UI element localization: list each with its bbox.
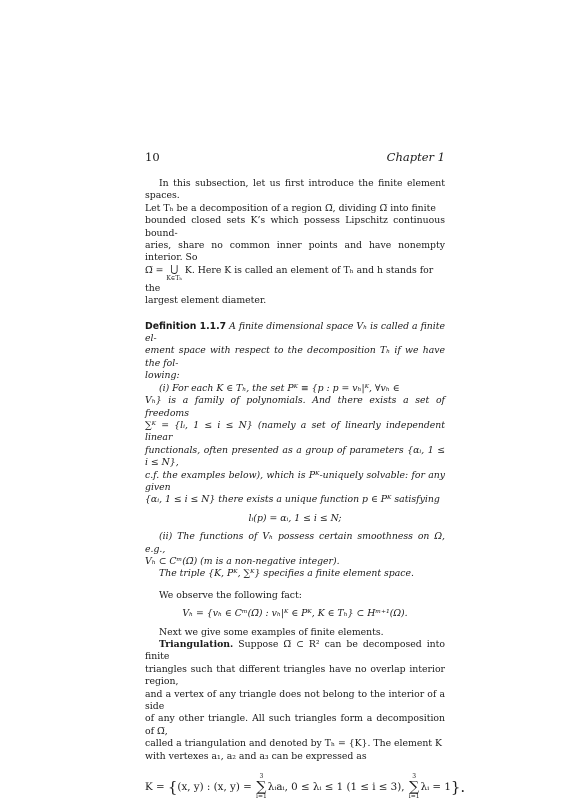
triangulation-text: Suppose Ω̅ ⊂ R² can be decomposed into finite (145, 639, 445, 663)
triangulation-line (145, 639, 445, 664)
intro-line: aries, share no common inner points and have nonempty interior. So (145, 240, 445, 264)
eq-part: λᵢaᵢ, 0 ≤ λᵢ ≤ 1 (1 ≤ i ≤ 3), (267, 781, 408, 794)
definition-equation: lᵢ(p) = αᵢ, 1 ≤ i ≤ N; (248, 512, 342, 524)
definition-line (145, 321, 445, 346)
union-subscript: K∈Tₕ (166, 274, 182, 282)
sum-lower: i=1 (408, 793, 420, 801)
triangulation-paragraph (145, 639, 445, 763)
eq-part: (x, y) : (x, y) = (177, 781, 256, 794)
triangulation-line: of any other triangle. All such triangles form a decomposition of Ω̅, (145, 713, 445, 737)
sum-lower: i=1 (256, 793, 267, 801)
triangulation-line: with vertexes a₁, a₂ and a₃ can be expressed as (145, 750, 367, 762)
definition-line: lowing: (145, 370, 180, 382)
page-header (145, 150, 445, 164)
definition-heading: Definition 1.1.7 (145, 320, 227, 332)
close-brace: }. (450, 777, 466, 796)
page-number: 10 (145, 150, 160, 164)
definition-item: Vₕ ⊂ Cᵐ(Ω̅) (m is a non-negative integer). (145, 555, 340, 567)
intro-line: Let Tₕ be a decomposition of a region Ω̅, dividing Ω̅ into finite (145, 202, 436, 214)
triangulation-line: and a vertex of any triangle does not belong to the interior of a side (145, 688, 445, 713)
definition-item: (ii) The functions of Vₕ possess certain smoothness on Ω, e.g., (145, 531, 445, 555)
intro-line: In this subsection, let us first introduce the finite element spaces. (145, 178, 445, 202)
union-operator (166, 265, 182, 283)
definition-item: ∑ᴷ = {lᵢ, 1 ≤ i ≤ N} (namely a set of linearly independent linear (145, 419, 445, 444)
observe-text: We observe the following fact: (159, 589, 302, 601)
intro-line (145, 265, 445, 295)
eq-lhs: K = (145, 781, 168, 794)
open-brace: { (167, 777, 178, 796)
sum-symbol: ∑ (256, 779, 267, 796)
observe-equation: Vₕ = {vₕ ∈ Cᵐ(Ω̅) : vₕ|ᴷ ∈ Pᴷ, K ∈ Tₕ} ⊂ Hᵐ⁺¹(Ω). (182, 608, 408, 620)
intro-paragraph (145, 178, 445, 308)
union-symbol: ⋃ (170, 263, 178, 275)
definition-item: {αᵢ, 1 ≤ i ≤ N} there exists a unique function p ∈ Pᴷ satisfying (145, 494, 440, 506)
sum-operator (256, 773, 267, 801)
definition-item: (i) For each K ∈ Tₕ, the set Pᴷ ≡ {p : p = vₕ|ᴷ, ∀vₕ ∈ (159, 382, 400, 394)
page-body (145, 178, 466, 801)
intro-line: largest element diameter. (145, 295, 267, 307)
sum-operator (409, 773, 420, 801)
intro-eq-lhs: Ω̅ = (145, 264, 167, 276)
definition-item: The triple {K, Pᴷ, ∑ᴷ} specifies a finite element space. (159, 568, 414, 580)
definition-item: c.f. the examples below), which is Pᴷ-uniquely solvable: for any given (145, 469, 445, 493)
chapter-title: Chapter 1 (386, 150, 445, 164)
sum-symbol: ∑ (409, 779, 420, 796)
definition-item: Vₕ} is a family of polynomials. And there exists a set of freedoms (145, 395, 445, 419)
sum-upper: 3 (412, 773, 417, 781)
triangulation-line: called a triangulation and denoted by Tₕ = {K}. The element K (145, 738, 442, 750)
element-equation (145, 773, 466, 801)
intro-line-tail: K. Here K is called an element of Tₕ and h stands for the (145, 264, 434, 294)
triangulation-heading: Triangulation. (159, 639, 234, 650)
definition-block (145, 321, 445, 581)
definition-line: ement space with respect to the decomposition Tₕ if we have the fol- (145, 345, 445, 369)
examples-text: Next we give some examples of finite elements. (159, 626, 384, 638)
definition-item: functionals, often presented as a group of parameters {αᵢ, 1 ≤ i ≤ N}, (145, 444, 445, 469)
triangulation-line: triangles such that different triangles have no overlap interior region, (145, 663, 445, 688)
eq-part: λᵢ = 1 (420, 781, 451, 794)
definition-text: A finite dimensional space Vₕ is called a finite el- (145, 320, 445, 345)
intro-line: bounded closed sets K’s which possess Lipschitz continuous bound- (145, 215, 445, 239)
sum-upper: 3 (259, 773, 264, 781)
